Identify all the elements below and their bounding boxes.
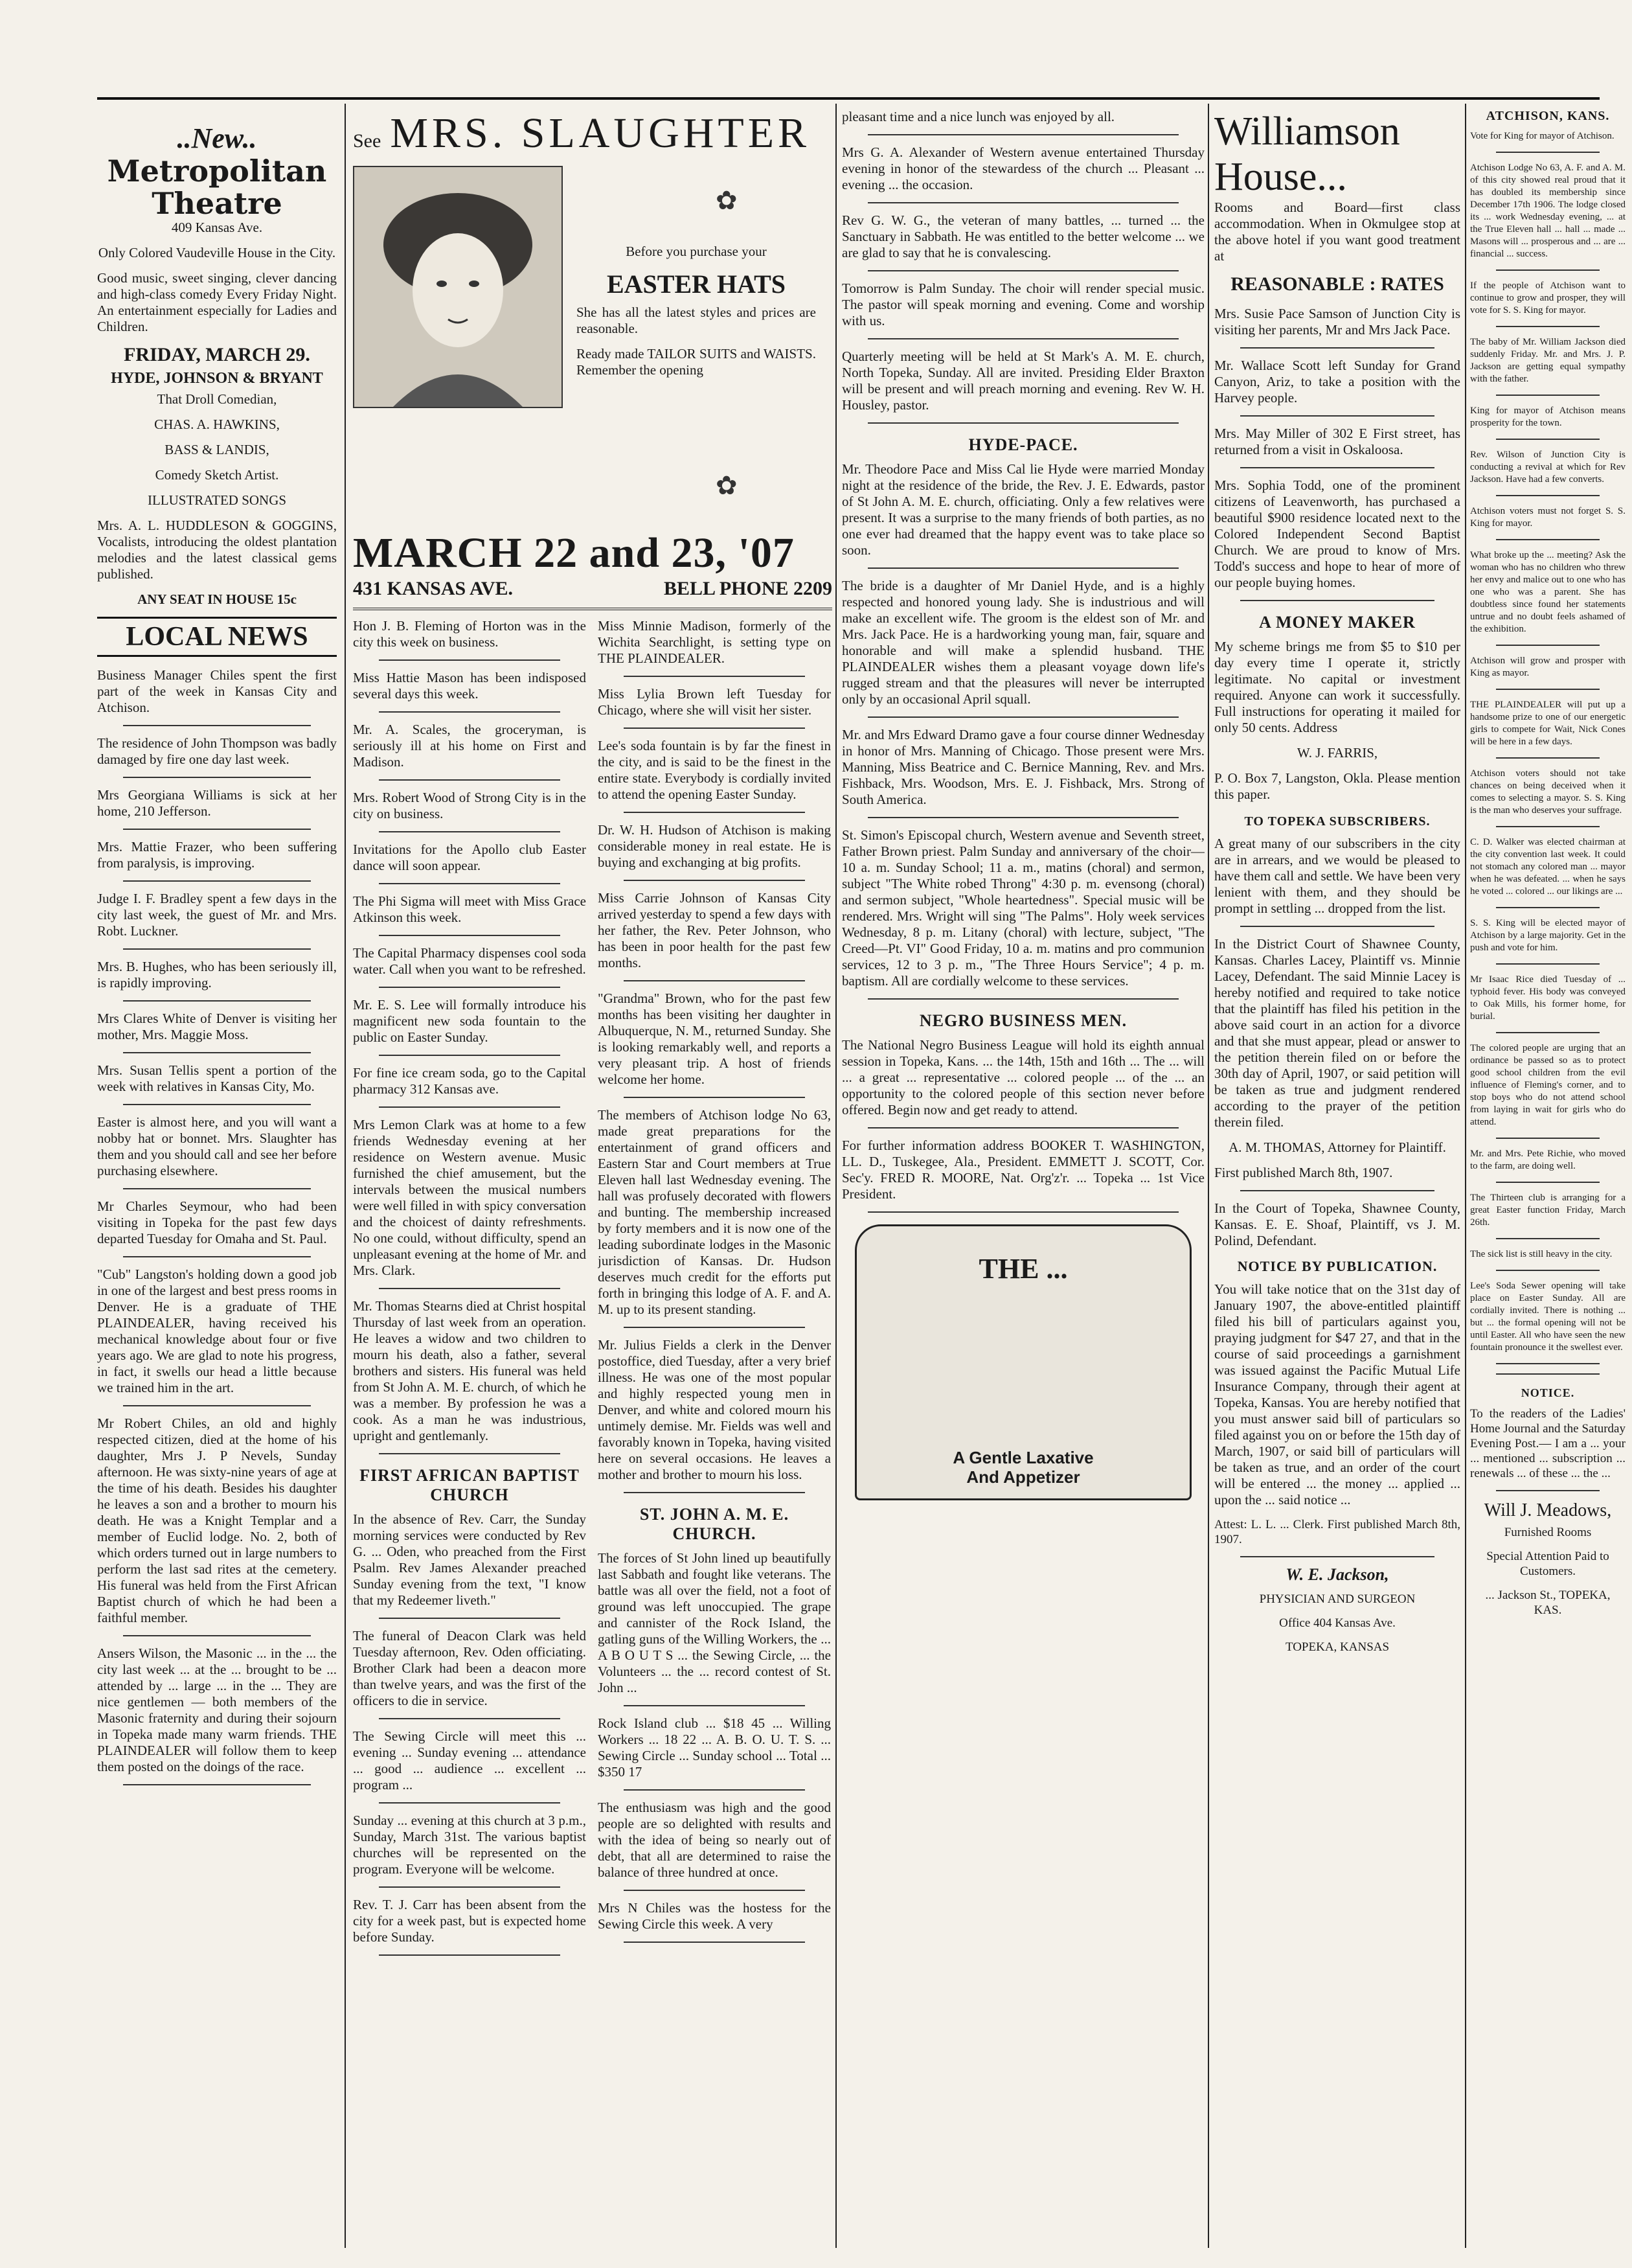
theatre-name-1: Metropolitan — [107, 154, 327, 189]
news-item: Atchison voters must not forget S. S. King for mayor. — [1470, 506, 1626, 529]
legal-notice-2-text: You will take notice that on the 31st day of January 1907, the above-entitled plaintiff filed his bill of particulars against you, praying judgment for $47 27, and that in the course of said proceedings a garnishment was issued against the Pacific Mutual Life Insurance Company, through their agent at Topeka, Kansas. You are hereby notified that you must answer said bill of particulars so filed against you on or before the 15th day of March, 1907, or said bill of particulars will be taken as true, and an order of the court will be entered ... the money ... applied ... upon the ... said notice ... — [1214, 1281, 1460, 1507]
church-heading: FIRST AFRICAN BAPTIST CHURCH — [359, 1466, 580, 1504]
news-item: Rev G. W. G., the veteran of many battles, ... turned ... the Sanctuary in Sabbath. He was entitled to the better welcome ... we are glad to say that he is convalescing. — [842, 212, 1205, 260]
laxative-top: THE ... — [979, 1253, 1068, 1285]
meadows-address: ... Jackson St., TOPEKA, KAS. — [1485, 1588, 1611, 1617]
separator — [123, 1635, 311, 1636]
separator — [1496, 326, 1600, 327]
separator — [123, 725, 311, 726]
separator — [1240, 467, 1434, 468]
news-item: C. D. Walker was elected chairman at the city convention last week. It could not stomach any colored man ... mayor when he was defeated. ... when he says he voted ... colored ... our likings are ... — [1470, 837, 1626, 897]
separator — [1496, 439, 1600, 440]
ad-easter-hats: EASTER HATS — [606, 269, 786, 299]
separator — [624, 980, 805, 981]
legal-notice-1-sign: A. M. THOMAS, Attorney for Plaintiff. — [1229, 1140, 1446, 1155]
separator — [123, 880, 311, 882]
theatre-sketch: Comedy Sketch Artist. — [155, 467, 279, 483]
church-item: The funeral of Deacon Clark was held Tuesday afternoon, Rev. Oden officiating. Brother Clark had been a deacon more than twelve years, and was the first of the officers to die in service. — [353, 1628, 586, 1708]
theatre-date: FRIDAY, MARCH 29. — [124, 344, 310, 365]
separator — [868, 817, 1179, 818]
news-item: Mr. and Mrs Edward Dramo gave a four course dinner Wednesday in honor of Mrs. Manning of Chicago. Those present were Mrs. Manning, Miss Beatrice and C. Bernice Manning, Rev. and Mrs. Fishback, Mrs. Woodson, Mrs. E. J. Fishback, Mrs. Strong of South America. — [842, 727, 1205, 807]
news-item: The baby of Mr. William Jackson died suddenly Friday. Mr. and Mrs. J. P. Jackson are getting equal sympathy with the father. — [1470, 337, 1626, 384]
separator — [868, 1211, 1179, 1213]
news-item: The sick list is still heavy in the city. — [1470, 1249, 1613, 1259]
news-item: King for mayor of Atchison means prosperity for the town. — [1470, 406, 1626, 428]
separator — [123, 1784, 311, 1785]
separator — [1496, 269, 1600, 271]
legal-notice-1-pub: First published March 8th, 1907. — [1214, 1165, 1393, 1180]
negro-business-heading: NEGRO BUSINESS MEN. — [919, 1011, 1128, 1030]
separator — [624, 727, 805, 729]
news-item: Atchison voters should not take chances on being deceived when it comes to selecting a mayor. S. S. King is the man who deserves your suffrage. — [1470, 768, 1626, 816]
ad-dates: MARCH 22 and 23, '07 — [353, 529, 795, 577]
news-item: Mr Robert Chiles, an old and highly respected citizen, died at the home of his daughter, Mrs J. P Nevels, Sunday afternoon. He was sixty-nine years of age at the time of his death. Besides his daughter he leaves a son and a brother to mourn his death. He was a Knight Templar and a member of Euclid lodge. No. 2, both of which orders turned out in large numbers to perform the last sad rites at the cemetery. His funeral was held from the First African Baptist church of which he had been a faithful member. — [97, 1415, 337, 1625]
separator — [1496, 1373, 1600, 1375]
news-item: Mrs. Susan Tellis spent a portion of the week with relatives in Kansas City, Mo. — [97, 1062, 337, 1094]
column-1 — [97, 109, 337, 1794]
ad-styles: She has all the latest styles and prices are reasonable. — [576, 304, 816, 336]
separator — [379, 1886, 560, 1888]
separator — [868, 716, 1179, 718]
separator — [1496, 757, 1600, 759]
separator — [868, 1127, 1179, 1128]
news-item: What broke up the ... meeting? Ask the woman who has no children who threw her envy and malice out to one who has one who was a parent. She has doubtless since found her statements untrue and no doubt feels ashamed of the exhibition. — [1470, 550, 1626, 634]
separator — [379, 831, 560, 832]
theatre-singers: Mrs. A. L. HUDDLESON & GOGGINS, Vocalists, introducing the oldest plantation melodies and the latest classical gems published. — [97, 518, 337, 582]
theatre-droll: That Droll Comedian, — [157, 391, 277, 407]
separator — [868, 202, 1179, 203]
news-item: Mr. Wallace Scott left Sunday for Grand Canyon, Ariz, to take a position with the Harvey people. — [1214, 358, 1460, 406]
column-2-left — [353, 618, 586, 1965]
separator — [624, 1492, 805, 1493]
legal-notice-2-title: NOTICE BY PUBLICATION. — [1237, 1258, 1438, 1274]
news-item: Miss Lylia Brown left Tuesday for Chicago, where she will visit her sister. — [598, 686, 831, 718]
money-address: P. O. Box 7, Langston, Okla. Please mention this paper. — [1214, 770, 1460, 802]
separator — [123, 1256, 311, 1257]
separator — [624, 676, 805, 677]
laxative-line-1: A Gentle Laxative — [953, 1448, 1094, 1467]
separator — [1496, 1238, 1600, 1239]
separator — [379, 1288, 560, 1289]
news-item: Mr. and Mrs. Pete Richie, who moved to the farm, are doing well. — [1470, 1149, 1626, 1171]
separator — [1496, 1270, 1600, 1271]
jackson-role: PHYSICIAN AND SURGEON — [1259, 1592, 1416, 1606]
williamson-title-2: House... — [1214, 155, 1347, 199]
atchison-heading: ATCHISON, KANS. — [1486, 109, 1610, 123]
column-3 — [842, 109, 1205, 1512]
theatre-hawkins: CHAS. A. HAWKINS, — [154, 417, 280, 432]
separator — [1240, 347, 1434, 349]
news-item: Dr. W. H. Hudson of Atchison is making considerable money in real estate. He is buying and exchanging at big profits. — [598, 822, 831, 870]
column-2 — [353, 109, 832, 2160]
church-item: Rev. T. J. Carr has been absent from the city for a week past, but is expected home before Sunday. — [353, 1897, 586, 1945]
news-item: If the people of Atchison want to continue to grow and prosper, they will vote for S. S. King for mayor. — [1470, 281, 1626, 315]
ad-name: MRS. SLAUGHTER — [390, 109, 811, 157]
laxative-line-2: And Appetizer — [966, 1467, 1080, 1487]
separator — [1496, 152, 1600, 153]
separator — [1496, 826, 1600, 827]
news-item: Mrs. B. Hughes, who has been seriously ill, is rapidly improving. — [97, 959, 337, 991]
news-item: For fine ice cream soda, go to the Capital pharmacy 312 Kansas ave. — [353, 1065, 586, 1097]
footer-topeka: TOPEKA, KANSAS — [1285, 1640, 1390, 1654]
separator — [868, 270, 1179, 271]
news-item: "Grandma" Brown, who for the past few months has been visiting her daughter in Albuquerque, N. M., returned Sunday. She is looking remarkably well, and reports a very pleasant trip. A host of friends welcome her home. — [598, 991, 831, 1087]
separator — [1496, 689, 1600, 690]
flower-ornament-icon: ✿ — [716, 471, 738, 500]
news-item: The Phi Sigma will meet with Miss Grace Atkinson this week. — [353, 893, 586, 925]
ad-before: Before you purchase your — [626, 244, 767, 259]
meadows-line-1: Furnished Rooms — [1504, 1526, 1592, 1539]
news-item: Miss Minnie Madison, formerly of the Wichita Searchlight, is setting type on THE PLAINDEALER. — [598, 618, 831, 666]
news-item: Rev. Wilson of Junction City is conducting a revival at which for Rev Jackson. Have had a few converts. — [1470, 450, 1626, 485]
news-item: Ansers Wilson, the Masonic ... in the ... the city last week ... at the ... brought to be ... attended by ... large ... in the ... They are nice gentlemen — both members of the Masonic fraternity and during their sojourn in Topeka made many warm friends. THE PLAINDEALER will follow them to keep them posted on the doings of the race. — [97, 1645, 337, 1774]
news-item: Miss Hattie Mason has been indisposed several days this week. — [353, 670, 586, 702]
local-news-list — [97, 667, 337, 1785]
separator — [123, 1405, 311, 1406]
jackson-name: W. E. Jackson, — [1286, 1565, 1389, 1584]
church-item: Mrs N Chiles was the hostess for the Sewing Circle this week. A very — [598, 1900, 831, 1932]
news-item: St. Simon's Episcopal church, Western avenue and Seventh street, Father Brown priest. Palm Sunday and anniversary of the choir—10 a. m. Sunday School; 11 a. m., matins (choral) and sermon, subject "The White robed Throng" 4:30 p. m. evensong (choral) and sermon subject, "Whole heartedness". Special music will be rendered. Mrs. Wright will sing "The Palms". Holy week services Wednesday, 8 p. m. Litany (choral) with lecture, subject, "The Creed—Pt. VI" Good Friday, 10 a. m. matins and pro communion services, 12 to 3 p. m., "The Three Hours Service"; 4 p. m. baptism. All are cordially welcome to these services. — [842, 827, 1205, 989]
news-item: Mr Isaac Rice died Tuesday of ... typhoid fever. His body was conveyed to Oak Mills, his former home, for burial. — [1470, 974, 1626, 1022]
news-item: Mr. Julius Fields a clerk in the Denver postoffice, died Tuesday, after a very brief illness. He was one of the most popular and highly respected young men in Denver, and white and colored mourn his untimely demise. Mr. Fields was well and favorably known in Topeka, having visited here on several occasions. He leaves a mother and brother to mourn his loss. — [598, 1337, 831, 1482]
news-item: Judge I. F. Bradley spent a few days in the city last week, the guest of Mr. and Mrs. Robt. Luckner. — [97, 891, 337, 939]
news-item: Lee's soda fountain is by far the finest in the city, and is said to be the finest in the entire state. Everybody is cordially invited to attend the opening Easter Sunday. — [598, 738, 831, 802]
jackson-office: Office 404 Kansas Ave. — [1279, 1616, 1396, 1630]
news-item: Mrs Georgiana Williams is sick at her home, 210 Jefferson. — [97, 787, 337, 819]
column-2-right — [598, 618, 831, 1952]
column-divider — [1465, 104, 1466, 2248]
separator — [379, 1802, 560, 1804]
local-news-heading: LOCAL NEWS — [97, 617, 337, 657]
separator — [1496, 395, 1600, 396]
separator — [379, 1453, 560, 1454]
column-4 — [1214, 109, 1460, 1664]
separator — [123, 777, 311, 778]
theatre-ad — [97, 122, 337, 608]
church-item: The enthusiasm was high and the good people are so delighted with results and with the idea of being so nearly out of debt, that all are determined to raise the balance of three hundred at once. — [598, 1800, 831, 1880]
separator — [1496, 1032, 1600, 1033]
separator — [379, 711, 560, 713]
column-divider — [345, 104, 346, 2248]
notice-text: To the readers of the Ladies' Home Journal and the Saturday Evening Post.— I am a ... your ... mentioned ... subscription ... renewals ... of these ... the ... — [1470, 1407, 1626, 1480]
news-item: The members of Atchison lodge No 63, made great preparations for the entertainment of grand officers and Eastern Star and Court members at True Eleven hall last Wednesday evening. The hall was profusely decorated with flowers and bunting. The membership increased by forty members and it is now one of the leading subordinate lodges in the Masonic jurisdiction of Kansas. Dr. Hudson deserves much credit for the efforts put forth in bringing this lodge of A. F. and A. M. up to its present standing. — [598, 1107, 831, 1317]
separator — [1496, 495, 1600, 496]
st-john-heading: ST. JOHN A. M. E. CHURCH. — [639, 1505, 789, 1543]
news-item: For further information address BOOKER T. WASHINGTON, LL. D., Tuskegee, Ala., President. EMMETT J. SCOTT, Cor. Sec'y. FRED R. MOORE, Nat. Org'z'r. ... Topeka ... 1st Vice President. — [842, 1138, 1205, 1202]
separator — [1240, 600, 1434, 601]
separator — [123, 1188, 311, 1189]
ad-address: 431 KANSAS AVE. — [353, 578, 514, 599]
separator — [379, 1954, 560, 1956]
separator — [1496, 1182, 1600, 1183]
news-item: Mrs. Sophia Todd, one of the prominent citizens of Leavenworth, has purchased a beautiful $900 residence located next to the Colored Independent Second Baptist Church. We are proud to know of Mrs. Todd's success and hope to hear of more of our people buying homes. — [1214, 477, 1460, 590]
news-item: Mr. E. S. Lee will formally introduce his magnificent new soda fountain to the public on Easter Sunday. — [353, 997, 586, 1045]
separator — [379, 1718, 560, 1719]
news-item: The National Negro Business League will hold its eighth annual session in Topeka, Kans. ... the 14th, 15th and 16th ... The ... will ... a great ... representative ... colored people ... of the ... an opportunity to the colored people of this section never before offered. Begin now and get ready to attend. — [842, 1037, 1205, 1117]
williamson-title-1: Williamson — [1214, 109, 1400, 154]
meadows-line-2: Special Attention Paid to Customers. — [1486, 1550, 1609, 1578]
theatre-price: ANY SEAT IN HOUSE 15c — [137, 591, 297, 607]
newspaper-page — [97, 97, 1600, 2261]
news-item: Business Manager Chiles spent the first part of the week in Kansas City and Atchison. — [97, 667, 337, 715]
news-item: Mr. Theodore Pace and Miss Cal lie Hyde were married Monday night at the residence of the bride, the Rev. J. E. Edwards, pastor of St John A. M. E. church, officiating. Only a few relatives were present. It was a surprise to the many friends of both parties, as no one ever had dreamed that the happy event was to take place so soon. — [842, 461, 1205, 558]
williamson-text: Rooms and Board—first class accommodation. When in Okmulgee stop at the above hotel if you want good treatment at — [1214, 200, 1460, 264]
separator — [868, 338, 1179, 339]
separator — [379, 935, 560, 936]
meadows-name: Will J. Meadows, — [1484, 1500, 1612, 1520]
news-item: Mrs G. A. Alexander of Western avenue entertained Thursday evening in honor of the stewardess of the church ... Pleasant ... evening ... the occasion. — [842, 144, 1205, 192]
separator — [624, 1789, 805, 1791]
separator — [624, 1890, 805, 1891]
column-5-body — [1470, 109, 1626, 2260]
news-item: Mrs. Susie Pace Samson of Junction City is visiting her parents, Mr and Mrs Jack Pace. — [1214, 306, 1460, 338]
separator — [1496, 645, 1600, 646]
separator — [123, 1052, 311, 1053]
separator — [624, 1942, 805, 1943]
theatre-tagline: Only Colored Vaudeville House in the City. — [98, 245, 336, 260]
subscribers-text: A great many of our subscribers in the city are in arrears, and we would be pleased to have them call and settle. We have been very lenient with them, and they should be prompt in settling ... dropped from the list. — [1214, 836, 1460, 916]
news-item: Mrs Clares White of Denver is visiting her mother, Mrs. Maggie Moss. — [97, 1011, 337, 1042]
money-text: My scheme brings me from $5 to $10 per day every time I operate it, strictly legitimate. No capital or investment required. Anyone can work it successfully. Full instructions for operating it mailed for only 50 cents. Address — [1214, 639, 1460, 735]
williamson-rates: REASONABLE : RATES — [1230, 273, 1444, 295]
separator — [123, 1104, 311, 1105]
separator — [624, 880, 805, 881]
notice-heading: NOTICE. — [1521, 1386, 1575, 1399]
church-item: In the absence of Rev. Carr, the Sunday morning services were conducted by Rev G. ... Oden, who preached from the First Psalm. Rev James Alexander preached Sunday evening from the text, "I know that my Redeemer liveth." — [353, 1511, 586, 1608]
news-item: Tomorrow is Palm Sunday. The choir will render special music. The pastor will speak morning and evening. Come and worship with us. — [842, 281, 1205, 328]
legal-notice-1: In the District Court of Shawnee County, Kansas. Charles Lacey, Plaintiff vs. Minnie Lacey, Defendant. The said Minnie Lacey is hereby notified and required to take notice that the plaintiff has filed his petition in the above said court in an action for a divorce and that she must appear, plead or answer to the petition therein filed on or before the 30th day of April, 1907, or said petition will be taken as true and judgment rendered according to the prayer of the petition therein filed. — [1214, 936, 1460, 1130]
top-rule — [97, 97, 1600, 100]
ad-phone: BELL PHONE 2209 — [663, 578, 832, 599]
theatre-bass: BASS & LANDIS, — [164, 442, 269, 457]
separator — [624, 1705, 805, 1706]
news-item: Lee's Soda Sewer opening will take place on Easter Sunday. All are cordially invited. There is nothing ... but ... the formal opening will not be until Easter. All who have seen the new fountain pronounce it the swellest ever. — [1470, 1281, 1626, 1353]
news-item: Mr. A. Scales, the groceryman, is seriously ill at his home on First and Madison. — [353, 722, 586, 770]
news-item: Hon J. B. Fleming of Horton was in the city this week on business. — [353, 618, 586, 650]
news-item: Mrs Lemon Clark was at home to a few friends Wednesday evening at her residence on Western avenue. Music furnished the chief amusement, but the intervals between the musical numbers were well filled in with spicy conversation and the choicest of dainty refreshments. No one could, without difficulty, spend an unpleasant evening at the home of Mr. and Mrs. Clark. — [353, 1117, 586, 1278]
legal-notice-2-head: In the Court of Topeka, Shawnee County, Kansas. E. E. Shoaf, Plaintiff, vs J. M. Polind, Defendant. — [1214, 1200, 1460, 1248]
money-maker-heading: A MONEY MAKER — [1259, 613, 1416, 632]
news-item: The Capital Pharmacy dispenses cool soda water. Call when you want to be refreshed. — [353, 945, 586, 977]
ad-rule — [353, 608, 832, 610]
news-item: Quarterly meeting will be held at St Mark's A. M. E. church, North Topeka, Sunday. All are invited. Presiding Elder Braxton will be present and will preach morning and evening. Rev W. H. Housley, pastor. — [842, 349, 1205, 413]
money-name: W. J. FARRIS, — [1297, 745, 1378, 761]
separator — [379, 1618, 560, 1619]
flower-ornament-icon: ✿ — [716, 186, 738, 215]
separator — [123, 948, 311, 950]
slaughter-ad — [353, 109, 832, 610]
separator — [1496, 1490, 1600, 1491]
separator — [1496, 907, 1600, 908]
separator — [1240, 926, 1434, 927]
news-item: The colored people are urging that an ordinance be passed so as to protect good school children from the evil influence of Fleming's corner, and to stop boys who do not attend school from laying in wait for girls who do attend. — [1470, 1043, 1626, 1127]
news-item: Atchison will grow and prosper with King as mayor. — [1470, 656, 1626, 678]
separator — [379, 779, 560, 781]
separator — [1496, 1138, 1600, 1139]
separator — [1496, 1363, 1600, 1364]
news-item: The residence of John Thompson was badly damaged by fire one day last week. — [97, 735, 337, 767]
column-divider — [1208, 104, 1209, 2248]
ad-ready: Ready made TAILOR SUITS and WAISTS. Remember the opening — [576, 346, 816, 378]
church-item: The Sewing Circle will meet this ... evening ... Sunday evening ... attendance ... good ... audience ... excellent ... program ... — [353, 1728, 586, 1793]
portrait-image — [353, 166, 563, 408]
news-item: Invitations for the Apollo club Easter dance will soon appear. — [353, 842, 586, 873]
separator — [1240, 1190, 1434, 1191]
news-item: Mrs. May Miller of 302 E First street, has returned from a visit in Oskaloosa. — [1214, 426, 1460, 457]
news-item: Easter is almost here, and you will want a nobby hat or bonnet. Mrs. Slaughter has them and you should call and see her before purchasing elsewhere. — [97, 1114, 337, 1178]
separator — [1496, 539, 1600, 540]
theatre-name-2: Theatre — [152, 186, 282, 221]
separator — [868, 567, 1179, 569]
news-item: Miss Carrie Johnson of Kansas City arrived yesterday to spend a few days with her father, the Rev. Peter Johnson, who has been in poor health for the past few months. — [598, 890, 831, 970]
subscribers-heading: TO TOPEKA SUBSCRIBERS. — [1244, 814, 1431, 829]
separator — [868, 422, 1179, 424]
theatre-address: 409 Kansas Ave. — [171, 220, 263, 235]
separator — [379, 883, 560, 884]
church-item: The forces of St John lined up beautifully last Sabbath and fought like veterans. The battle was all over the field, not a foot of ground was left unoccupied. The grape and cannister of the Rock Island, the gatling guns of the Willing Workers, the ... A B O U T S ... the Sewing Circle, ... the Volunteers ... the ... record contest of St. John ... — [598, 1550, 831, 1695]
news-item: pleasant time and a nice lunch was enjoyed by all. — [842, 109, 1115, 124]
news-item: THE PLAINDEALER will put up a handsome prize to one of our energetic girls to compete for Wait, Nick Cones will be here in a few days. — [1470, 700, 1626, 747]
news-item: Mrs. Mattie Frazer, who been suffering from paralysis, is improving. — [97, 839, 337, 871]
separator — [123, 829, 311, 830]
separator — [379, 659, 560, 661]
theatre-songs: ILLUSTRATED SONGS — [147, 492, 287, 508]
separator — [868, 134, 1179, 135]
theatre-headliners: HYDE, JOHNSON & BRYANT — [111, 370, 323, 387]
separator — [1240, 415, 1434, 417]
church-item: Sunday ... evening at this church at 3 p.m., Sunday, March 31st. The various baptist churches will be represented on the program. Everyone will be welcome. — [353, 1813, 586, 1877]
ad-see: See — [353, 130, 381, 152]
legal-notice-2-attest: Attest: L. L. ... Clerk. First published March 8th, 1907. — [1214, 1518, 1460, 1546]
news-item: Mrs. Robert Wood of Strong City is in the city on business. — [353, 790, 586, 821]
news-item: The bride is a daughter of Mr Daniel Hyde, and is a highly respected and honored young lady. She is industrious and will make an excellent wife. The groom is the eldest son of Mr. and Mrs. Jack Pace. He is a hardworking young man, fair, square and honorable and will make a splendid husband. THE PLAINDEALER wishes them a pleasant voyage down life's rugged stream and that the pleasures will never be interrupted only by an occasional April squall. — [842, 578, 1205, 707]
theatre-blurb: Good music, sweet singing, clever dancing and high-class comedy Every Friday Night. An entertainment especially for Ladies and Children. — [97, 270, 337, 334]
news-item: Vote for King for mayor of Atchison. — [1470, 131, 1615, 141]
separator — [624, 1097, 805, 1098]
church-item: Rock Island club ... $18 45 ... Willing Workers ... 18 22 ... A. B. O. U. T. S. ... Sewing Circle ... Sunday school ... Total ... $350 17 — [598, 1715, 831, 1780]
column-divider — [835, 104, 837, 2248]
separator — [379, 987, 560, 988]
news-item: "Cub" Langston's holding down a good job in one of the largest and best press rooms in Denver. He is a graduate of THE PLAINDEALER, having received his mechanical knowledge about four or five years ago. We are glad to note his progress, in fact, it swells our head a little because we trained him in the art. — [97, 1266, 337, 1395]
separator — [379, 1055, 560, 1056]
news-item: Atchison Lodge No 63, A. F. and A. M. of this city showed real proud that it has doubled its membership since December 17th 1906. The lodge closed its ... work Wednesday evening, ... at the True Eleven hall ... hall ... made ... Masons will ... prosperous and ... are ... financial ... success. — [1470, 163, 1626, 259]
separator — [379, 1106, 560, 1108]
news-item: S. S. King will be elected mayor of Atchison by a large majority. Get in the push and vote for him. — [1470, 918, 1626, 953]
separator — [624, 812, 805, 813]
news-item: Mr Charles Seymour, who had been visiting in Topeka for the past few days departed Tuesday for Omaha and St. Paul. — [97, 1198, 337, 1246]
separator — [123, 1000, 311, 1002]
separator — [1240, 1556, 1434, 1557]
laxative-ad — [855, 1224, 1192, 1500]
news-item: The Thirteen club is arranging for a great Easter function Friday, March 26th. — [1470, 1193, 1626, 1228]
separator — [1496, 963, 1600, 965]
separator — [624, 1327, 805, 1328]
hyde-pace-heading: HYDE-PACE. — [968, 435, 1078, 454]
news-item: Mr. Thomas Stearns died at Christ hospital Thursday of last week from an operation. He leaves a widow and two children to mourn his death, also a father, several brothers and sisters. His funeral was held from St John A. M. E. church, of which he was a member. By profession he was a cook. As a man he was industrious, upright and gentlemanly. — [353, 1298, 586, 1443]
theatre-new: ..New.. — [177, 122, 257, 154]
separator — [868, 998, 1179, 1000]
